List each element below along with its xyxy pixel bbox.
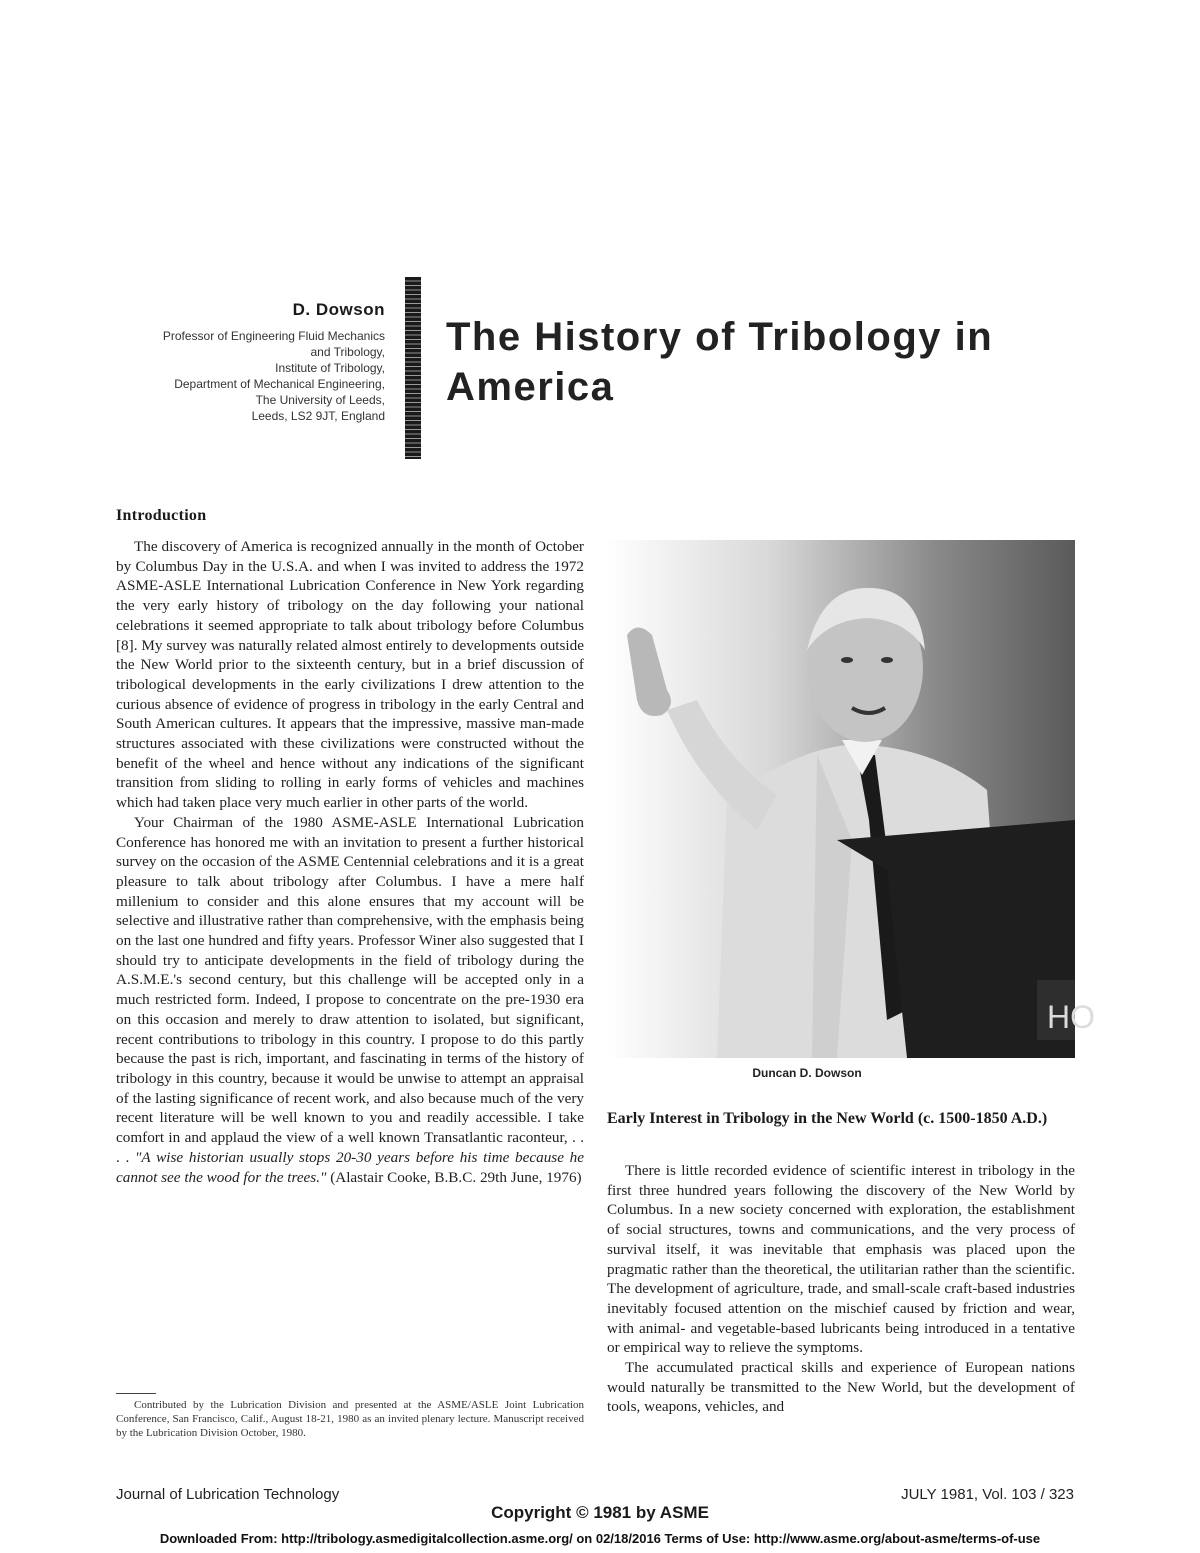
author-name: D. Dowson	[292, 300, 385, 319]
speaker-photo	[607, 540, 1095, 1058]
journal-name: Journal of Lubrication Technology	[116, 1486, 340, 1503]
affiliation-line: The University of Leeds,	[255, 393, 385, 407]
footnote	[116, 1393, 584, 1440]
section-heading-introduction: Introduction	[116, 507, 207, 524]
quotation: "A wise historian usually stops 20-30 years before his time because he cannot see the wood for the trees."	[116, 1148, 584, 1186]
decorative-vertical-rule	[405, 277, 421, 459]
left-text-column	[116, 537, 584, 1187]
paragraph-text: Your Chairman of the 1980 ASME-ASLE International Lubrication Conference has honored me with an invitation to present a further historical survey on the occasion of the ASME Centennial celebrations and it is a great pleasure to talk about tribology after Columbus. I have a mere half millenium to consider and this alone ensures that my account will be selective and illustrative rather than comprehensive, with the emphasis being on the last one hundred and fifty years. Professor Winer also suggested that I should try to anticipate developments in the field of tribology during the A.S.M.E.'s second century, but this challenge will be accepted only in a much restricted form. Indeed, I propose to concentrate on the pre-1930 era on this occasion and merely to draw attention to isolated, but significant, recent contributions to tribology in this country. I propose to do this partly because the past is rich, important, and fascinating in terms of the history of tribology in this country, because it would be unwise to attempt an appraisal of the lasting significance of recent work, and also because much of the very recent literature will be well known to you and readily accessible. I take comfort in and applaud the view of a well known Transatlantic raconteur, . . . .	[116, 813, 584, 1166]
issue-info: JULY 1981, Vol. 103 / 323	[901, 1486, 1074, 1503]
photo-caption: Duncan D. Dowson	[752, 1066, 862, 1080]
footnote-rule	[116, 1393, 156, 1394]
quotation-source: (Alastair Cooke, B.B.C. 29th June, 1976)	[326, 1168, 582, 1186]
paragraph	[116, 813, 584, 1187]
speaker-photo-illustration	[607, 540, 1095, 1058]
affiliation-line: Institute of Tribology,	[275, 361, 385, 375]
download-notice: Downloaded From: http://tribology.asmedigitalcollection.asme.org/ on 02/18/2016 Terms of Use: http://www.asme.org/about-asme/terms-of-use	[159, 1531, 1041, 1546]
podium-lettering: HO	[1047, 999, 1095, 1035]
affiliation-line: Department of Mechanical Engineering,	[174, 377, 385, 391]
author-block	[100, 300, 385, 424]
affiliation-line: Leeds, LS2 9JT, England	[251, 409, 385, 423]
paragraph: The accumulated practical skills and experience of European nations would naturally be transmitted to the New World, but the development of tools, weapons, vehicles, and	[607, 1359, 1075, 1416]
copyright-notice: Copyright © 1981 by ASME	[491, 1503, 709, 1522]
right-text-column	[607, 1161, 1075, 1417]
section-heading-early-interest: Early Interest in Tribology in the New World (c. 1500-1850 A.D.)	[607, 1110, 1048, 1127]
affiliation-line: and Tribology,	[310, 345, 385, 359]
footnote-text: Contributed by the Lubrication Division and presented at the ASME/ASLE Joint Lubrication Conference, San Francisco, Calif., August 18-21, 1980 as an invited plenary lecture. Manuscript received by the Lubrication Division October, 1980.	[116, 1399, 584, 1439]
affiliation-line: Professor of Engineering Fluid Mechanics	[162, 329, 385, 343]
article-title: The History of Tribology in America	[446, 315, 994, 409]
paragraph: There is little recorded evidence of scientific interest in tribology in the first three hundred years following the discovery of the New World by Columbus. In a new society concerned with exploration, the establishment of social structures, towns and communications, and the very process of survival itself, it was inevitable that emphasis was placed upon the pragmatic rather than the theoretical, the utilitarian rather than the scientific. The development of agriculture, trade, and small-scale craft-based industries inevitably focused attention on the mischief caused by friction and wear, with animal- and vegetable-based lubricants being introduced in a tentative or empirical way to relieve the symptoms.	[607, 1162, 1075, 1357]
paragraph: The discovery of America is recognized annually in the month of October by Columbus Day in the U.S.A. and when I was invited to address the 1972 ASME-ASLE International Lubrication Conference in New York regarding the very early history of tribology on the day following your national celebrations it seemed appropriate to talk about tribology before Columbus [8]. My survey was naturally related almost entirely to developments outside the New World prior to the sixteenth century, but in a brief discussion of tribological developments in the early civilizations I drew attention to the curious absence of evidence of progress in tribology in the early Central and South American cultures. It appears that the impressive, massive man-made structures associated with these civilizations were constructed without the benefit of the wheel and hence without any indications of the significant transition from sliding to rolling in early forms of vehicles and machines which had taken place very much earlier in other parts of the world.	[116, 538, 584, 812]
